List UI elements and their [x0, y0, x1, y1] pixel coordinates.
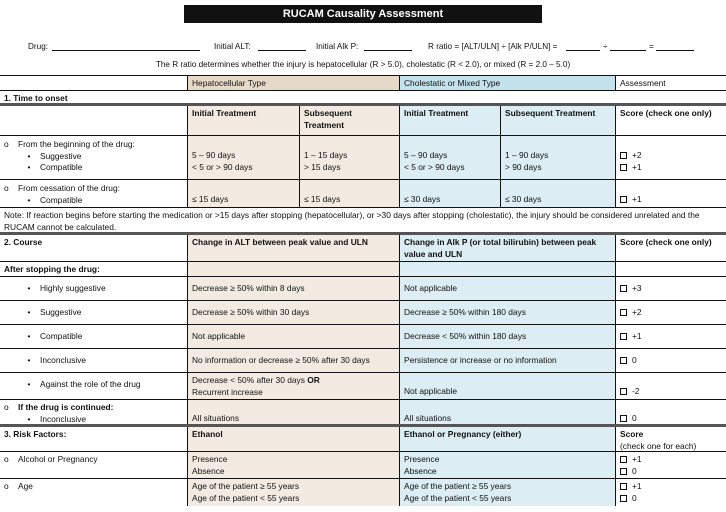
time-onset-note: Note: If reaction begins before starting the medication or >15 days after stopping (hepatocellular), or >30 days after stopping (cholestatic), the injury should be considered unrelated and the RUCAM cannot be calculated.: [4, 210, 700, 232]
row-sublabel: Compatible: [40, 194, 83, 205]
circle-bullet-icon: o: [4, 454, 9, 464]
equals-symbol: =: [649, 42, 654, 51]
divide-symbol: ÷: [603, 42, 608, 51]
score-header: Score (check one only): [615, 235, 726, 261]
type-header-row: [0, 76, 726, 91]
circle-bullet-icon: o: [4, 183, 9, 193]
hepato-initial-header: Initial Treatment: [187, 106, 299, 135]
score-checkbox[interactable]: 0: [620, 493, 722, 505]
bullet-icon: •: [27, 307, 31, 317]
score-checkbox[interactable]: +1: [620, 454, 722, 466]
section-title: 1. Time to onset: [4, 93, 68, 103]
drug-label: Drug:: [28, 42, 49, 51]
from-cessation-row: o From cessation of the drug: • Compatible ≤ 15 days ≤ 15 days ≤ 30 days ≤ 30 days +1: [0, 180, 726, 208]
row-label: From the beginning of the drug:: [18, 139, 135, 149]
circle-bullet-icon: o: [4, 402, 9, 412]
circle-bullet-icon: o: [4, 139, 9, 149]
score-header: Score (check one for each): [615, 427, 726, 451]
chole-subsequent-header: Subsequent Treatment: [500, 106, 615, 135]
score-checkbox[interactable]: +2: [620, 150, 722, 162]
ethanol-header: Ethanol: [187, 427, 399, 451]
score-checkbox[interactable]: +3: [620, 283, 722, 295]
section-risk-factors: [0, 427, 726, 452]
document-title: RUCAM Causality Assessment: [184, 5, 542, 23]
after-stopping-row: [0, 262, 726, 277]
chole-initial-header: Initial Treatment: [399, 106, 500, 135]
section-title: 2. Course: [4, 237, 43, 247]
course-row-continued: o If the drug is continued: • Inconclusive All situations All situations 0: [0, 400, 726, 427]
score-checkbox[interactable]: 0: [620, 355, 722, 367]
row-label: From cessation of the drug:: [18, 183, 120, 193]
rucam-table: [0, 75, 726, 506]
score-header: Score (check one only): [615, 106, 726, 135]
initial-alk-label: Initial Alk P:: [316, 42, 359, 51]
cholestatic-header: Cholestatic or Mixed Type: [399, 76, 615, 90]
alt-change-header: Change in ALT between peak value and ULN: [187, 235, 399, 261]
time-onset-note-row: [0, 208, 726, 235]
time-onset-subheader-row: [0, 106, 726, 136]
bullet-icon: •: [27, 379, 31, 389]
score-checkbox[interactable]: +1: [620, 481, 722, 493]
patient-header-line: [28, 42, 718, 54]
score-checkbox[interactable]: +2: [620, 307, 722, 319]
after-stopping-label: After stopping the drug:: [4, 264, 100, 274]
score-checkbox[interactable]: -2: [620, 386, 722, 398]
bullet-icon: •: [27, 150, 31, 161]
hepato-subsequent-header: Subsequent Treatment: [299, 106, 399, 135]
bullet-icon: •: [27, 194, 31, 205]
hepatocellular-header: Hepatocellular Type: [187, 76, 399, 90]
ethanol-pregnancy-header: Ethanol or Pregnancy (either): [399, 427, 615, 451]
course-row-highly-suggestive: • Highly suggestive Decrease ≥ 50% within 8 days Not applicable +3: [0, 277, 726, 301]
score-checkbox[interactable]: 0: [620, 466, 722, 478]
alkp-change-header: Change in Alk P (or total bilirubin) between peak value and ULN: [399, 235, 615, 261]
section-title: 3. Risk Factors:: [4, 429, 67, 439]
initial-alt-label: Initial ALT:: [214, 42, 251, 51]
course-row-against: • Against the role of the drug Decrease < 50% after 30 days OR Recurrent increase Not applicable -2: [0, 373, 726, 400]
course-row-compatible: • Compatible Not applicable Decrease < 50% within 180 days +1: [0, 325, 726, 349]
section-time-to-onset: [0, 91, 726, 106]
course-row-inconclusive: • Inconclusive No information or decrease ≥ 50% after 30 days Persistence or increase or no information 0: [0, 349, 726, 373]
assessment-header: Assessment: [615, 76, 726, 90]
section-course: [0, 235, 726, 262]
r-ratio-label: R ratio = [ALT/ULN] ÷ [Alk P/ULN] =: [428, 42, 558, 51]
bullet-icon: •: [27, 331, 31, 341]
bullet-icon: •: [27, 413, 31, 424]
risk-row-age: o Age Age of the patient ≥ 55 years Age of the patient < 55 years Age of the patient ≥ 55 years Age of the patient < 55 years +1 0: [0, 479, 726, 506]
bullet-icon: •: [27, 283, 31, 293]
score-checkbox[interactable]: +1: [620, 331, 722, 343]
row-sublabel: Compatible: [40, 162, 83, 172]
circle-bullet-icon: o: [4, 481, 9, 491]
from-beginning-row: o From the beginning of the drug: • Suggestive • Compatible 5 – 90 days < 5 or > 90 days 1 – 15 days > 15 days 5 – 90 days < 5 or > 90 days 1 – 90 days > 90 days +2 +1: [0, 136, 726, 180]
risk-row-alcohol: o Alcohol or Pregnancy Presence Absence Presence Absence +1 0: [0, 452, 726, 479]
bullet-icon: •: [27, 355, 31, 365]
course-row-suggestive: • Suggestive Decrease ≥ 50% within 30 days Decrease ≥ 50% within 180 days +2: [0, 301, 726, 325]
score-checkbox[interactable]: +1: [620, 162, 722, 174]
row-sublabel: Suggestive: [40, 150, 82, 161]
bullet-icon: •: [27, 162, 31, 172]
score-checkbox[interactable]: +1: [620, 194, 722, 206]
score-checkbox[interactable]: 0: [620, 413, 722, 424]
r-ratio-note: The R ratio determines whether the injury is hepatocellular (R > 5.0), cholestatic (R < 2.0), or mixed (R = 2.0 – 5.0): [155, 60, 571, 69]
